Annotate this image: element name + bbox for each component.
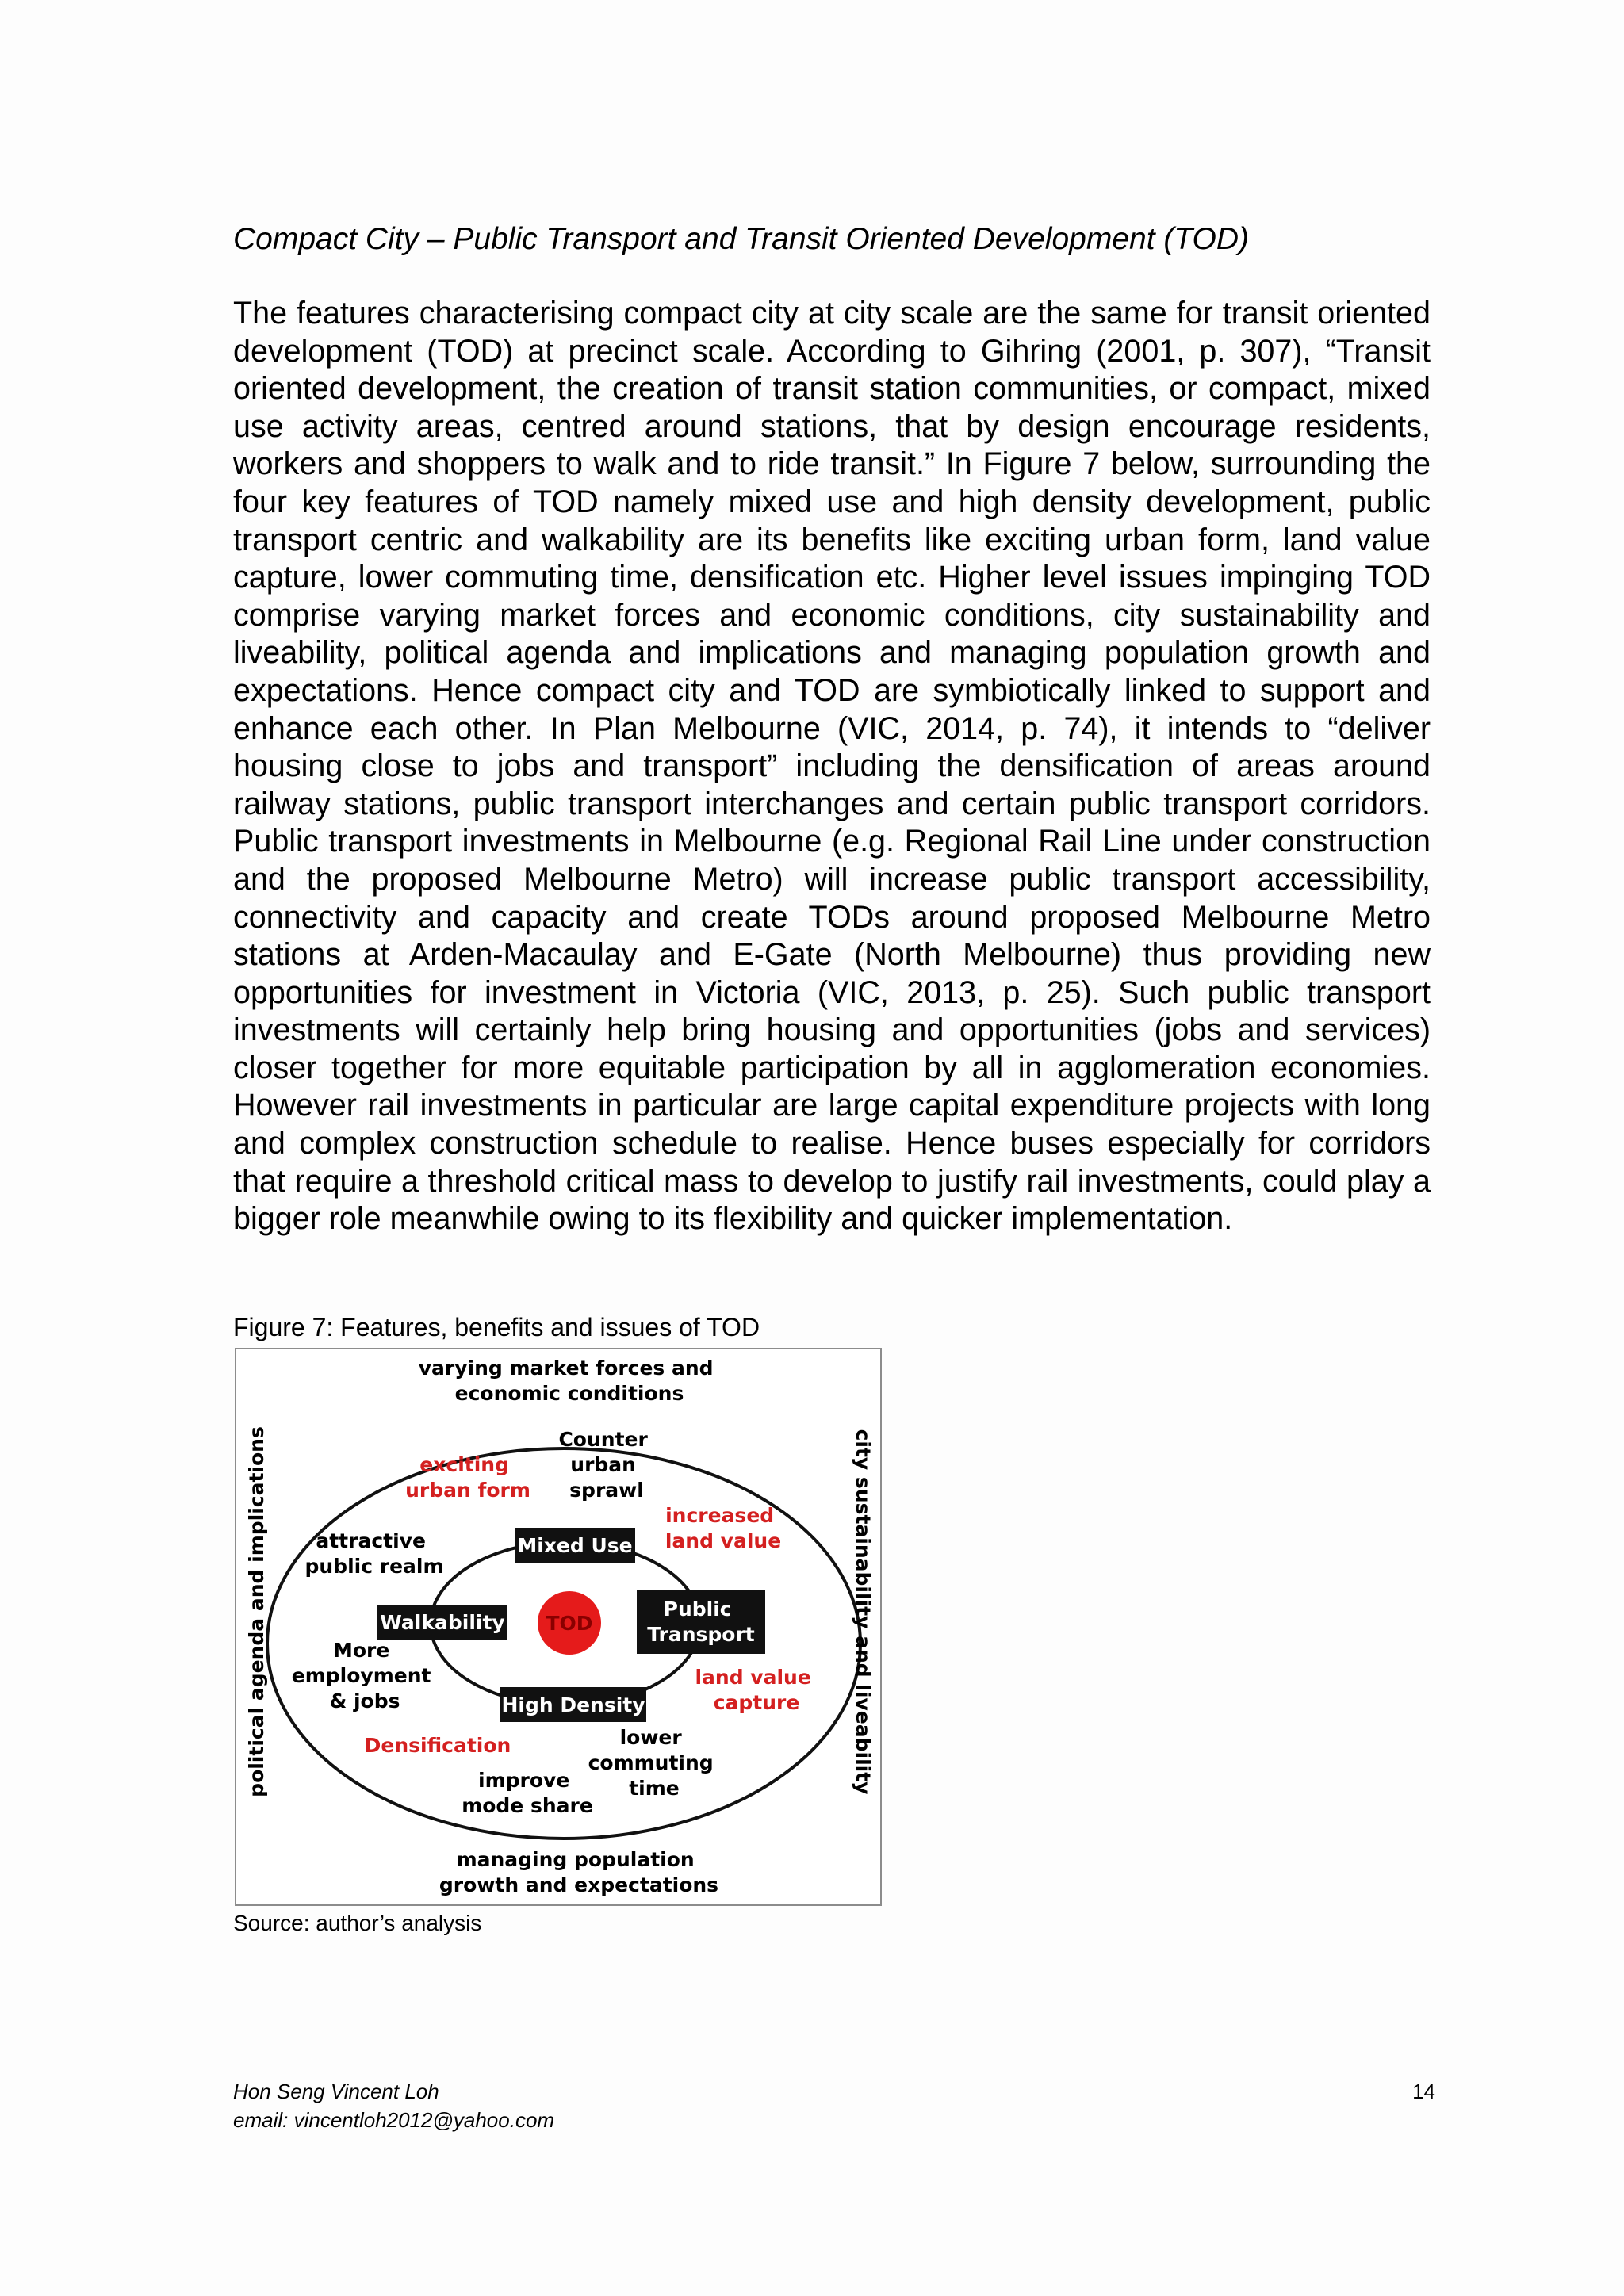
svg-text:Public Transport: Public Transport — [647, 1598, 755, 1646]
benefit-land-value-capture: land value capture — [695, 1666, 811, 1714]
walkability-box — [377, 1605, 508, 1640]
benefit-increased-land-value: increased land value — [665, 1504, 782, 1552]
mixed-use-box — [515, 1528, 635, 1563]
svg-text:Walkability: Walkability — [380, 1611, 505, 1634]
outer-top-line1: varying market forces and — [418, 1357, 714, 1380]
outer-top-line2: economic conditions — [454, 1382, 684, 1405]
figure-caption: Figure 7: Features, benefits and issues of TOD — [233, 1313, 760, 1341]
high-density-box — [500, 1687, 646, 1722]
figure-source: Source: author’s analysis — [233, 1911, 482, 1935]
section-heading: Compact City – Public Transport and Transit Oriented Development (TOD) — [233, 222, 1249, 256]
tod-diagram — [235, 1348, 882, 1906]
svg-text:managing population grow — [439, 1848, 718, 1896]
outer-left-label: political agenda and implications — [245, 1426, 268, 1797]
tod-center — [538, 1591, 601, 1655]
svg-text:TOD: TOD — [546, 1612, 593, 1635]
footer-author: Hon Seng Vincent Loh — [233, 2080, 439, 2103]
benefit-improve-mode-share: improve mode share — [462, 1769, 593, 1817]
benefit-exciting-urban-form: exciting urban form — [405, 1453, 530, 1502]
svg-text:varying market forces and — [419, 1357, 721, 1405]
outer-right-label: city sustainability and liveability — [852, 1429, 875, 1795]
svg-text:Mixed Use: Mixed Use — [517, 1534, 633, 1557]
footer-email: email: vincentloh2012@yahoo.com — [233, 2108, 555, 2132]
outer-bottom-line1: managing population — [456, 1848, 695, 1871]
outer-bottom-line2: growth and expectations — [439, 1873, 719, 1896]
benefit-counter-urban-sprawl: Counter urban sprawl — [558, 1428, 648, 1502]
body-paragraph: The features characterising compact city at city scale are the same for transit oriented development (TOD) at precinct scale. According to Gihring (2001, p. 307), “Transit oriented development, the creation of transit station communities, or compact, mixed use activity areas, centred around stations, that by design encourage residents, workers and shoppers to walk and to ride transit.” In Figure 7 below, surrounding the four key features of TOD namely mixed use and high density development, public transport centric and walkability are its benefits like exciting urban form, land value capture, lower commuting time, densification etc. Higher level issues impinging TOD comprise varying market forces and economic conditions, city sustainability and liveability, political agenda and implications and managing population growth and expectations. Hence compact city and TOD are symbiotically linked to support and enhance each other. In Plan Melbourne (VIC, 2014, p. 74), it intends to “deliver housing close to jobs and transport” including the densification of areas around railway stations, public transport interchanges and certain public transport corridors. Public transport investments in Melbourne (e.g. Regional Rail Line under construction and the proposed Melbourne Metro) will increase public transport accessibility, connectivity and capacity and create TODs around proposed Melbourne Metro stations at Arden-Macaulay and E-Gate (North Melbourne) thus providing new opportunities for investment in Victoria (VIC, 2013, p. 25). Such public transport investments will certainly help bring housing and opportunities (jobs and services) closer together for more equitable participation by all in agglomeration economies. However rail investments in particular are large capital expenditure projects with long and complex construction schedule to realise. Hence buses especially for corridors that require a threshold critical mass to develop to justify rail investments, could play a bigger role meanwhile owing to its flexibility and quicker implementation. — [233, 296, 1431, 1237]
public-transport-box — [637, 1590, 765, 1654]
page-number: 14 — [1412, 2080, 1435, 2103]
benefit-attractive-public-realm: attractive public realm — [304, 1529, 444, 1578]
benefit-lower-commuting-time: lower commuting time — [588, 1726, 714, 1800]
benefit-more-employment: More employment & jobs — [291, 1639, 431, 1712]
svg-text:High Density: High Density — [501, 1693, 645, 1716]
benefit-densification: Densification — [364, 1734, 511, 1757]
